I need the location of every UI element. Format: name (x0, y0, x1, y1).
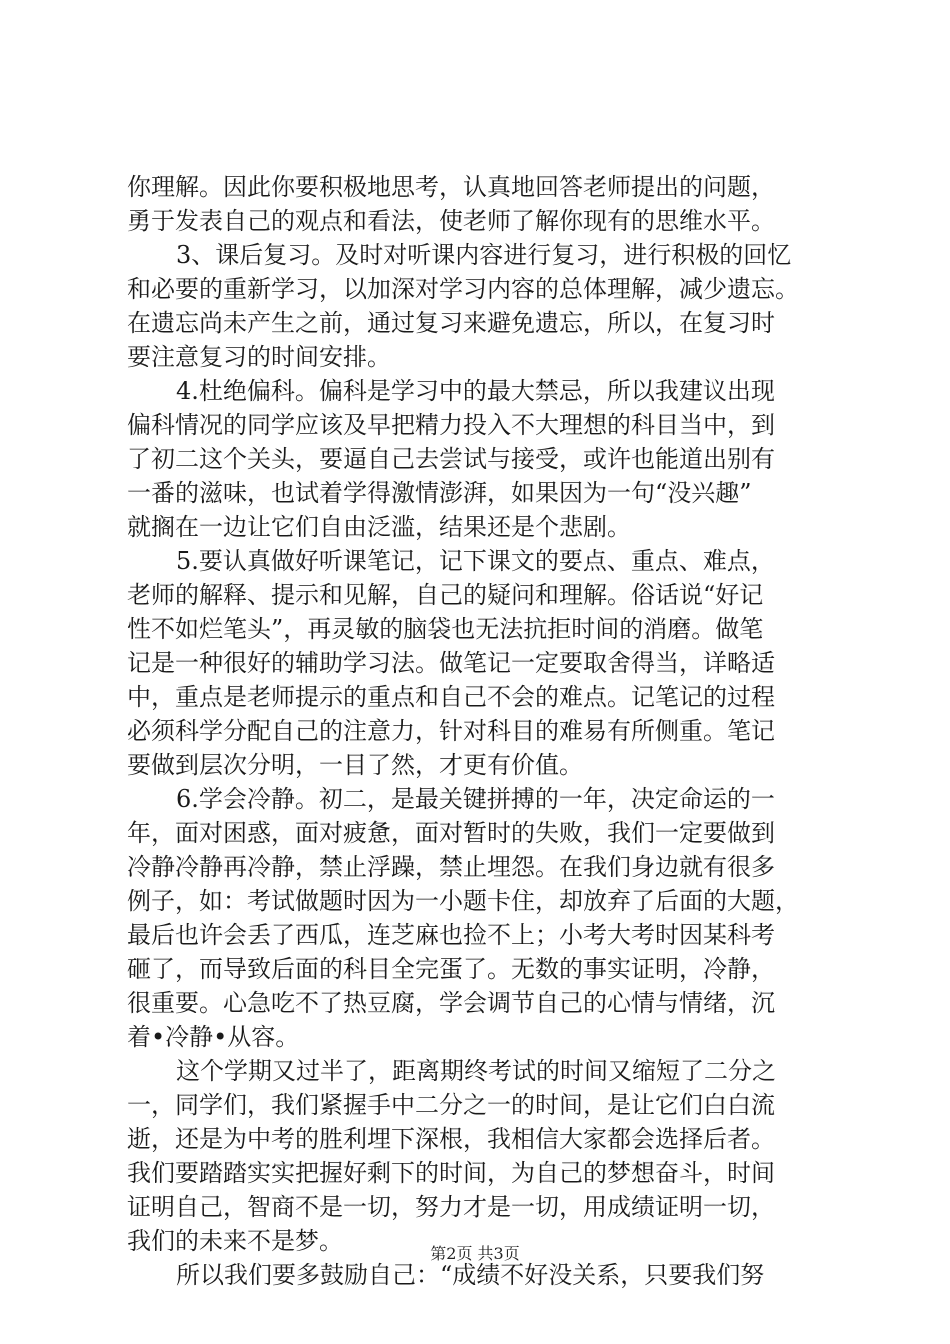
paragraph-first-line: 这个学期又过半了，距离期终考试的时间又缩短了二分之 (176, 1057, 776, 1085)
paragraph-first-line: 3、课后复习。及时对听课内容进行复习，进行积极的回忆 (176, 241, 792, 269)
text-line: 了初二这个关头，要逼自己去尝试与接受，或许也能道出别有 (127, 445, 775, 473)
paragraph-first-line: 6.学会冷静。初二，是最关键拼搏的一年，决定命运的一 (176, 785, 775, 813)
paragraph-first-line: 所以我们要多鼓励自己：“成绩不好没关系，只要我们努 (176, 1261, 765, 1289)
text-line: 要注意复习的时间安排。 (127, 343, 391, 371)
body-text (127, 170, 829, 1292)
text-line: 偏科情况的同学应该及早把精力投入不大理想的科目当中，到 (127, 411, 775, 439)
text-line: 一番的滋味，也试着学得激情澎湃，如果因为一句“没兴趣” (127, 479, 752, 507)
text-line: 勇于发表自己的观点和看法，使老师了解你现有的思维水平。 (127, 207, 775, 235)
paragraph-first-line: 5.要认真做好听课笔记，记下课文的要点、重点、难点， (176, 547, 775, 575)
text-line: 你理解。因此你要积极地思考，认真地回答老师提出的问题， (127, 173, 775, 201)
text-line: 逝，还是为中考的胜利埋下深根，我相信大家都会选择后者。 (127, 1125, 775, 1153)
text-line: 证明自己，智商不是一切，努力才是一切，用成绩证明一切， (127, 1193, 775, 1221)
text-line: 要做到层次分明，一目了然，才更有价值。 (127, 751, 583, 779)
text-line: 必须科学分配自己的注意力，针对科目的难易有所侧重。笔记 (127, 717, 775, 745)
text-line: 在遗忘尚未产生之前，通过复习来避免遗忘，所以，在复习时 (127, 309, 775, 337)
page-number: 第2页 共3页 (430, 1244, 520, 1263)
text-line: 和必要的重新学习，以加深对学习内容的总体理解，减少遗忘。 (127, 275, 799, 303)
text-line: 就搁在一边让它们自由泛滥，结果还是个悲剧。 (127, 513, 631, 541)
text-line: 最后也许会丢了西瓜，连芝麻也捡不上；小考大考时因某科考 (127, 921, 775, 949)
text-line: 性不如烂笔头”，再灵敏的脑袋也无法抗拒时间的消磨。做笔 (127, 615, 764, 643)
text-line: 一，同学们，我们紧握手中二分之一的时间，是让它们白白流 (127, 1091, 775, 1119)
text-line: 记是一种很好的辅助学习法。做笔记一定要取舍得当，详略适 (127, 649, 775, 677)
text-line: 我们的未来不是梦。 (127, 1227, 343, 1255)
text-line: 砸了，而导致后面的科目全完蛋了。无数的事实证明，冷静， (127, 955, 775, 983)
text-line: 例子，如：考试做题时因为一小题卡住，却放弃了后面的大题， (127, 887, 799, 915)
paragraph-first-line: 4.杜绝偏科。偏科是学习中的最大禁忌，所以我建议出现 (176, 377, 775, 405)
text-line: 我们要踏踏实实把握好剩下的时间，为自己的梦想奋斗，时间 (127, 1159, 775, 1187)
text-line: 老师的解释、提示和见解，自己的疑问和理解。俗话说“好记 (127, 581, 764, 609)
text-line: 年，面对困惑，面对疲惫，面对暂时的失败，我们一定要做到 (127, 819, 775, 847)
text-line: 着•冷静•从容。 (127, 1023, 300, 1051)
text-line: 冷静冷静再冷静，禁止浮躁，禁止埋怨。在我们身边就有很多 (127, 853, 775, 881)
text-line: 中，重点是老师提示的重点和自己不会的难点。记笔记的过程 (127, 683, 775, 711)
text-line: 很重要。心急吃不了热豆腐，学会调节自己的心情与情绪，沉 (127, 989, 775, 1017)
